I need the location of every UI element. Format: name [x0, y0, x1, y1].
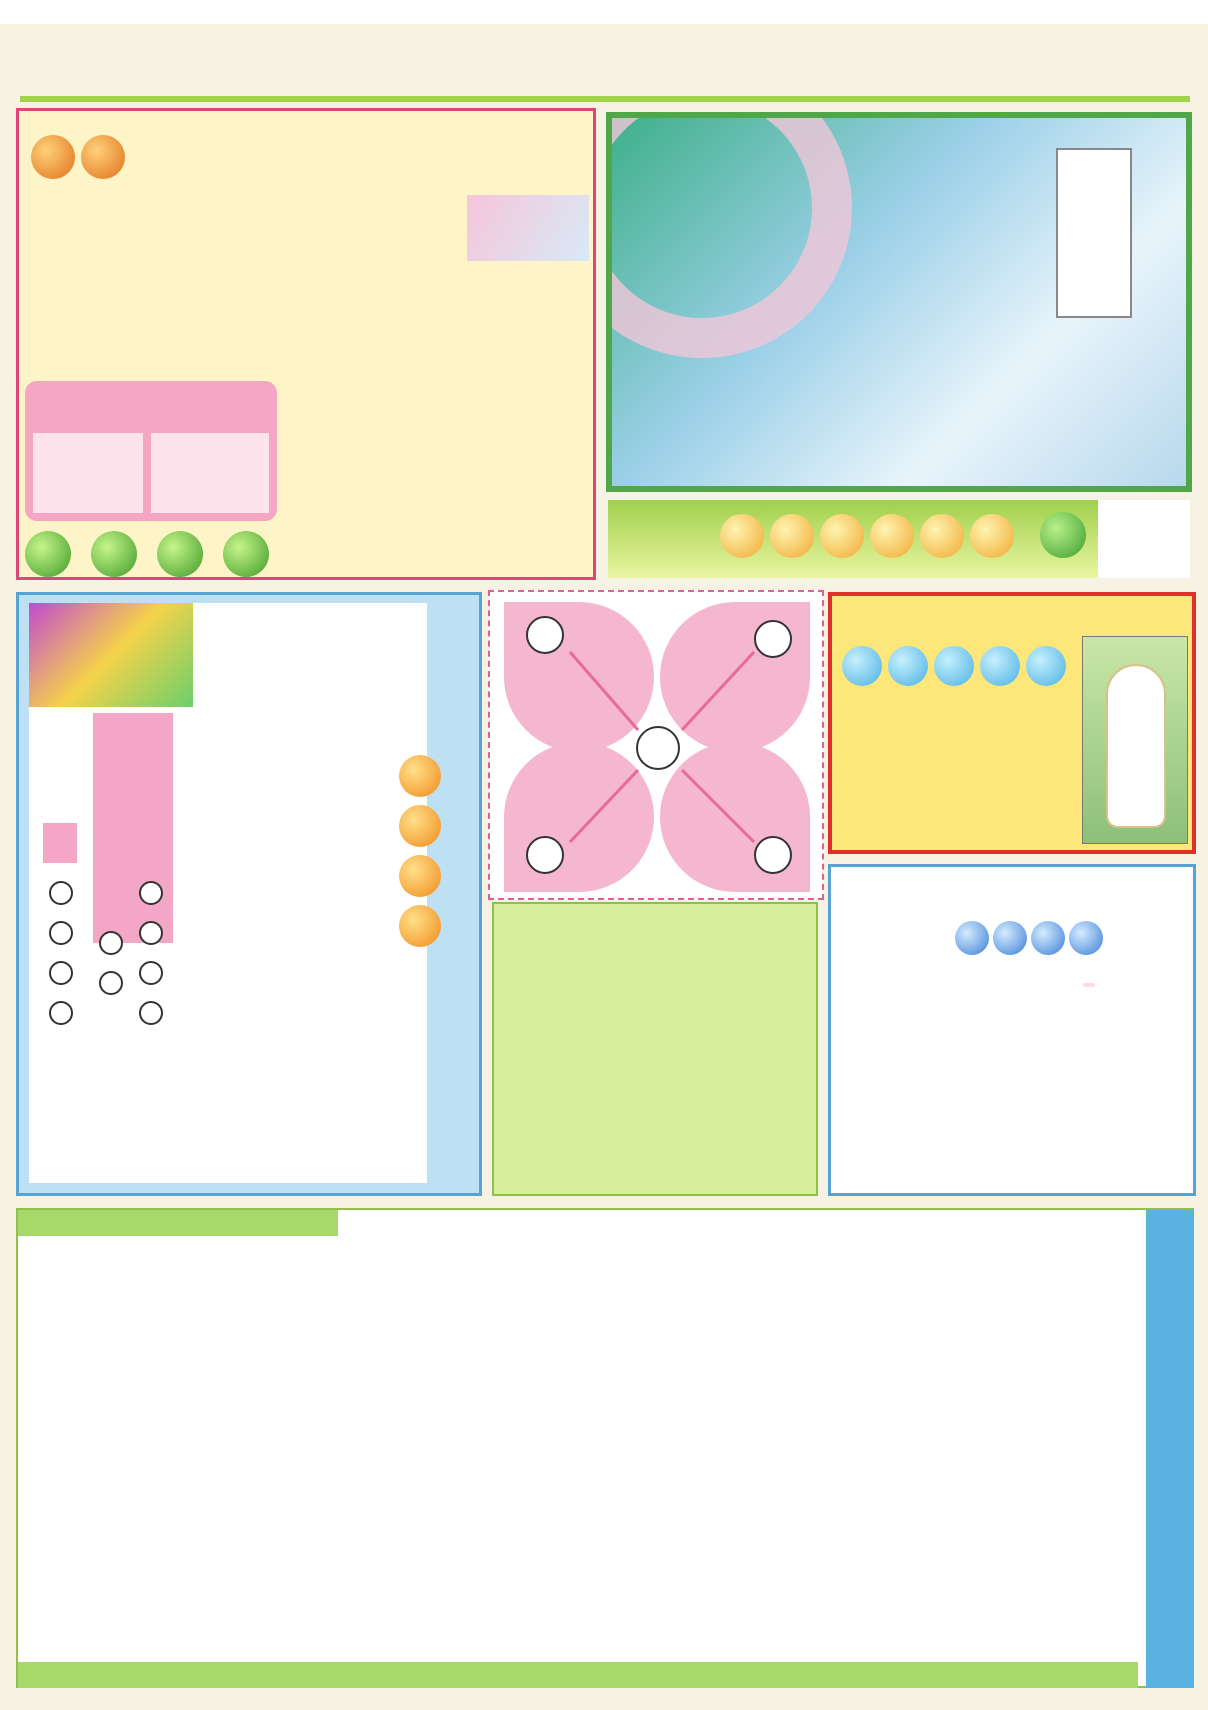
- pick-number: [139, 921, 163, 945]
- zodiac-ball: [888, 646, 928, 686]
- special-code-balls: [955, 921, 1103, 955]
- result-ball: [770, 514, 814, 558]
- number-ball: [223, 531, 269, 577]
- number-ball: [91, 531, 137, 577]
- bold-number-balls: [25, 531, 269, 577]
- code-ball: [955, 921, 989, 955]
- pick-number: [49, 921, 73, 945]
- zodiac-ball: [934, 646, 974, 686]
- result-ball: [820, 514, 864, 558]
- result-balls: [720, 514, 1014, 558]
- headline-ball: [31, 135, 75, 179]
- result-ball: [720, 514, 764, 558]
- logo-ring-decoration: [606, 112, 852, 358]
- zodiac-ball: [1026, 646, 1066, 686]
- pick-number: [49, 961, 73, 985]
- number-ball: [157, 531, 203, 577]
- column-bg: [93, 713, 133, 943]
- result-ball: [920, 514, 964, 558]
- header-divider: [20, 96, 1190, 102]
- trend-footer: [18, 1662, 1138, 1688]
- tuo-label: [43, 823, 77, 863]
- category-review-panel: [16, 592, 482, 1196]
- result-ball: [970, 514, 1014, 558]
- result-ball: [870, 514, 914, 558]
- pick-ball: [399, 855, 441, 897]
- pick-number: [99, 931, 123, 955]
- strategy-badge: [1083, 983, 1095, 987]
- pick-ball: [399, 805, 441, 847]
- trend-grid: [18, 1210, 1146, 1688]
- guanyin-zodiacs: [842, 646, 1066, 686]
- top-banner: [0, 0, 1208, 24]
- zodiac-relation-chart: [488, 590, 824, 900]
- special-number-ball: [1040, 512, 1086, 558]
- zodiac-poem-panel: [492, 902, 818, 1196]
- number-ball: [25, 531, 71, 577]
- zodiac-ball: [842, 646, 882, 686]
- pick-ball: [399, 755, 441, 797]
- category-review-logo: [29, 603, 193, 707]
- total-score-label: [33, 389, 143, 429]
- pick-number: [139, 961, 163, 985]
- trend-chart: [16, 1208, 1194, 1688]
- special-code-panel: [828, 864, 1196, 1196]
- column-bg: [133, 713, 173, 943]
- pick-number: [49, 881, 73, 905]
- special-code-label: [151, 389, 269, 429]
- code-ball: [1031, 921, 1065, 955]
- bold-attack-panel: [16, 108, 596, 580]
- total-score-value: [33, 433, 143, 513]
- xinshui-badge: [467, 195, 589, 261]
- pick-number: [99, 971, 123, 995]
- guanyin-panel: [828, 592, 1196, 854]
- zodiac-ball: [980, 646, 1020, 686]
- pick-number: [49, 1001, 73, 1025]
- pick-number: [139, 1001, 163, 1025]
- trend-side-title: [1146, 1210, 1194, 1688]
- code-ball: [1069, 921, 1103, 955]
- special-code-value: [151, 433, 269, 513]
- next-draw-box: [1098, 500, 1190, 578]
- pick-ball: [399, 905, 441, 947]
- relation-arrows: [490, 592, 826, 902]
- pick-number: [139, 881, 163, 905]
- headline-ball: [81, 135, 125, 179]
- code-ball: [993, 921, 1027, 955]
- bold-headline: [25, 135, 131, 179]
- logo-vertical-label: [1056, 148, 1132, 318]
- masthead-logo: [606, 112, 1192, 492]
- guanyin-figure: [1108, 666, 1164, 826]
